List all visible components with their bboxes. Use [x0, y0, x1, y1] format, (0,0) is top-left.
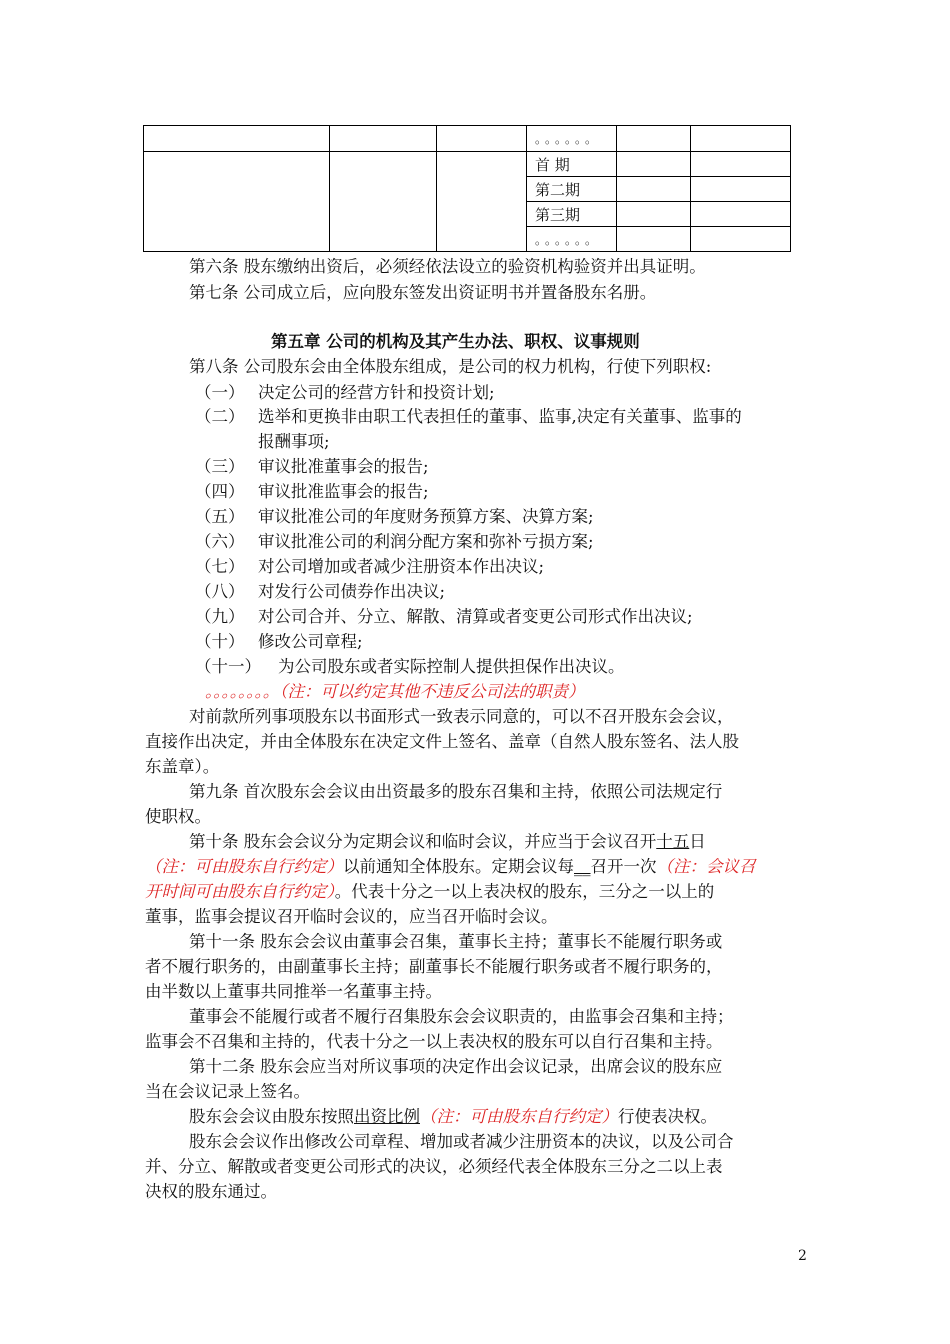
- note-text: （注：可由股东自行约定）: [145, 857, 343, 876]
- text-run: 股东会会议由股东按照: [189, 1107, 354, 1126]
- article-10: [189, 831, 706, 853]
- text-run: 以前通知全体股东。定期会议每: [343, 857, 574, 876]
- note-text: （注：可由股东自行约定）: [420, 1107, 618, 1126]
- paragraph-line: 并、分立、解散或者变更公司形式的决议，必须经代表全体股东三分之二以上表: [145, 1157, 723, 1176]
- article-7: 第七条 公司成立后，应向股东签发出资证明书并置备股东名册。: [189, 283, 657, 302]
- installment-cell: 首 期: [527, 152, 617, 177]
- table-cell: [437, 126, 527, 152]
- paragraph-line: 直接作出决定，并由全体股东在决定文件上签名、盖章（自然人股东签名、法人股: [145, 732, 739, 751]
- table-cell: [617, 177, 691, 202]
- installment-cell: 。。。。。。: [527, 126, 617, 152]
- text-run: 日: [689, 832, 706, 851]
- paragraph-line: 东盖章）。: [145, 757, 220, 776]
- voting-paragraph: [189, 1106, 717, 1128]
- notice-days: 十五: [656, 832, 690, 851]
- list-item-text: 审议批准董事会的报告;: [258, 457, 429, 476]
- list-item-num: （六）: [195, 532, 245, 551]
- note-other-duties: 。。。。。。。。（注：可以约定其他不违反公司法的职责）: [205, 682, 585, 701]
- article-9: 第九条 首次股东会会议由出资最多的股东召集和主持，依照公司法规定行: [189, 782, 723, 801]
- paragraph-line: 对前款所列事项股东以书面形式一致表示同意的，可以不召开股东会会议，: [189, 707, 734, 726]
- table-cell: [617, 202, 691, 227]
- list-item-num: （十）: [195, 632, 245, 651]
- table-cell: [437, 152, 527, 252]
- table-cell: [691, 202, 791, 227]
- voting-basis: 出资比例: [354, 1107, 420, 1126]
- article-8: 第八条 公司股东会由全体股东组成，是公司的权力机构，行使下列职权:: [189, 357, 712, 376]
- article-6: 第六条 股东缴纳出资后，必须经依法设立的验资机构验资并出具证明。: [189, 257, 706, 276]
- text-run: 。代表十分之一以上表决权的股东，三分之一以上的: [334, 882, 715, 901]
- list-item-text: 对发行公司债券作出决议;: [258, 582, 446, 601]
- list-item-text: 选举和更换非由职工代表担任的董事、监事,决定有关董事、监事的: [258, 407, 742, 426]
- installment-cell: 第三期: [527, 202, 617, 227]
- table-row: [144, 152, 791, 177]
- list-item-text: 为公司股东或者实际控制人提供担保作出决议。: [278, 657, 625, 676]
- table-cell: [617, 126, 691, 152]
- table-cell: [330, 126, 437, 152]
- capital-contribution-table: [143, 125, 791, 252]
- list-item-text: 决定公司的经营方针和投资计划;: [258, 383, 495, 402]
- blank-field: __: [574, 857, 591, 876]
- list-item-num: （七）: [195, 557, 245, 576]
- table-row: [144, 126, 791, 152]
- list-item-num: （八）: [195, 582, 245, 601]
- note-text: （注：会议召: [656, 857, 756, 876]
- installment-cell: 。。。。。。: [527, 227, 617, 252]
- paragraph-line: [145, 856, 756, 878]
- list-item-num: （十一）: [195, 657, 261, 676]
- article-11: 第十一条 股东会会议由董事会召集，董事长主持；董事长不能履行职务或: [189, 932, 723, 951]
- page-number: 2: [798, 1248, 807, 1264]
- list-item-num: （九）: [195, 607, 245, 626]
- paragraph-line: 监事会不召集和主持的，代表十分之一以上表决权的股东可以自行召集和主持。: [145, 1032, 723, 1051]
- list-item-num: （四）: [195, 482, 245, 501]
- list-item-text: 对公司增加或者减少注册资本作出决议;: [258, 557, 545, 576]
- list-item-text: 修改公司章程;: [258, 632, 363, 651]
- list-item-text: 报酬事项;: [258, 432, 330, 451]
- paragraph-line: [145, 881, 714, 903]
- list-item-num: （一）: [195, 383, 245, 402]
- paragraph-line: 股东会会议作出修改公司章程、增加或者减少注册资本的决议，以及公司合: [189, 1132, 734, 1151]
- list-item-num: （二）: [195, 407, 245, 426]
- table-cell: [691, 152, 791, 177]
- table-cell: [144, 126, 330, 152]
- chapter-heading: 第五章 公司的机构及其产生办法、职权、议事规则: [271, 332, 640, 351]
- text-run: 第十条 股东会会议分为定期会议和临时会议，并应当于会议召开: [189, 832, 657, 851]
- table-cell: [617, 152, 691, 177]
- note-text: 开时间可由股东自行约定）: [145, 882, 335, 901]
- table-cell: [617, 227, 691, 252]
- paragraph-line: 由半数以上董事共同推举一名董事主持。: [145, 982, 442, 1001]
- list-item-num: （五）: [195, 507, 245, 526]
- article-12: 第十二条 股东会应当对所议事项的决定作出会议记录，出席会议的股东应: [189, 1057, 723, 1076]
- paragraph-line: 决权的股东通过。: [145, 1182, 277, 1201]
- text-run: 行使表决权。: [618, 1107, 717, 1126]
- list-item-text: 审议批准监事会的报告;: [258, 482, 429, 501]
- table-cell: [330, 152, 437, 252]
- paragraph-line: 者不履行职务的，由副董事长主持；副董事长不能履行职务或者不履行职务的，: [145, 957, 723, 976]
- table-cell: [144, 152, 330, 252]
- installment-cell: 第二期: [527, 177, 617, 202]
- list-item-text: 对公司合并、分立、解散、清算或者变更公司形式作出决议;: [258, 607, 693, 626]
- list-item-text: 审议批准公司的利润分配方案和弥补亏损方案;: [258, 532, 594, 551]
- paragraph-line: 使职权。: [145, 807, 211, 826]
- table-cell: [691, 227, 791, 252]
- table-cell: [691, 126, 791, 152]
- list-item-text: 审议批准公司的年度财务预算方案、决算方案;: [258, 507, 594, 526]
- paragraph-line: 董事，监事会提议召开临时会议的，应当召开临时会议。: [145, 907, 558, 926]
- list-item-num: （三）: [195, 457, 245, 476]
- paragraph-line: 董事会不能履行或者不履行召集股东会会议职责的，由监事会召集和主持；: [189, 1007, 734, 1026]
- text-run: 召开一次: [590, 857, 657, 876]
- paragraph-line: 当在会议记录上签名。: [145, 1082, 310, 1101]
- table-cell: [691, 177, 791, 202]
